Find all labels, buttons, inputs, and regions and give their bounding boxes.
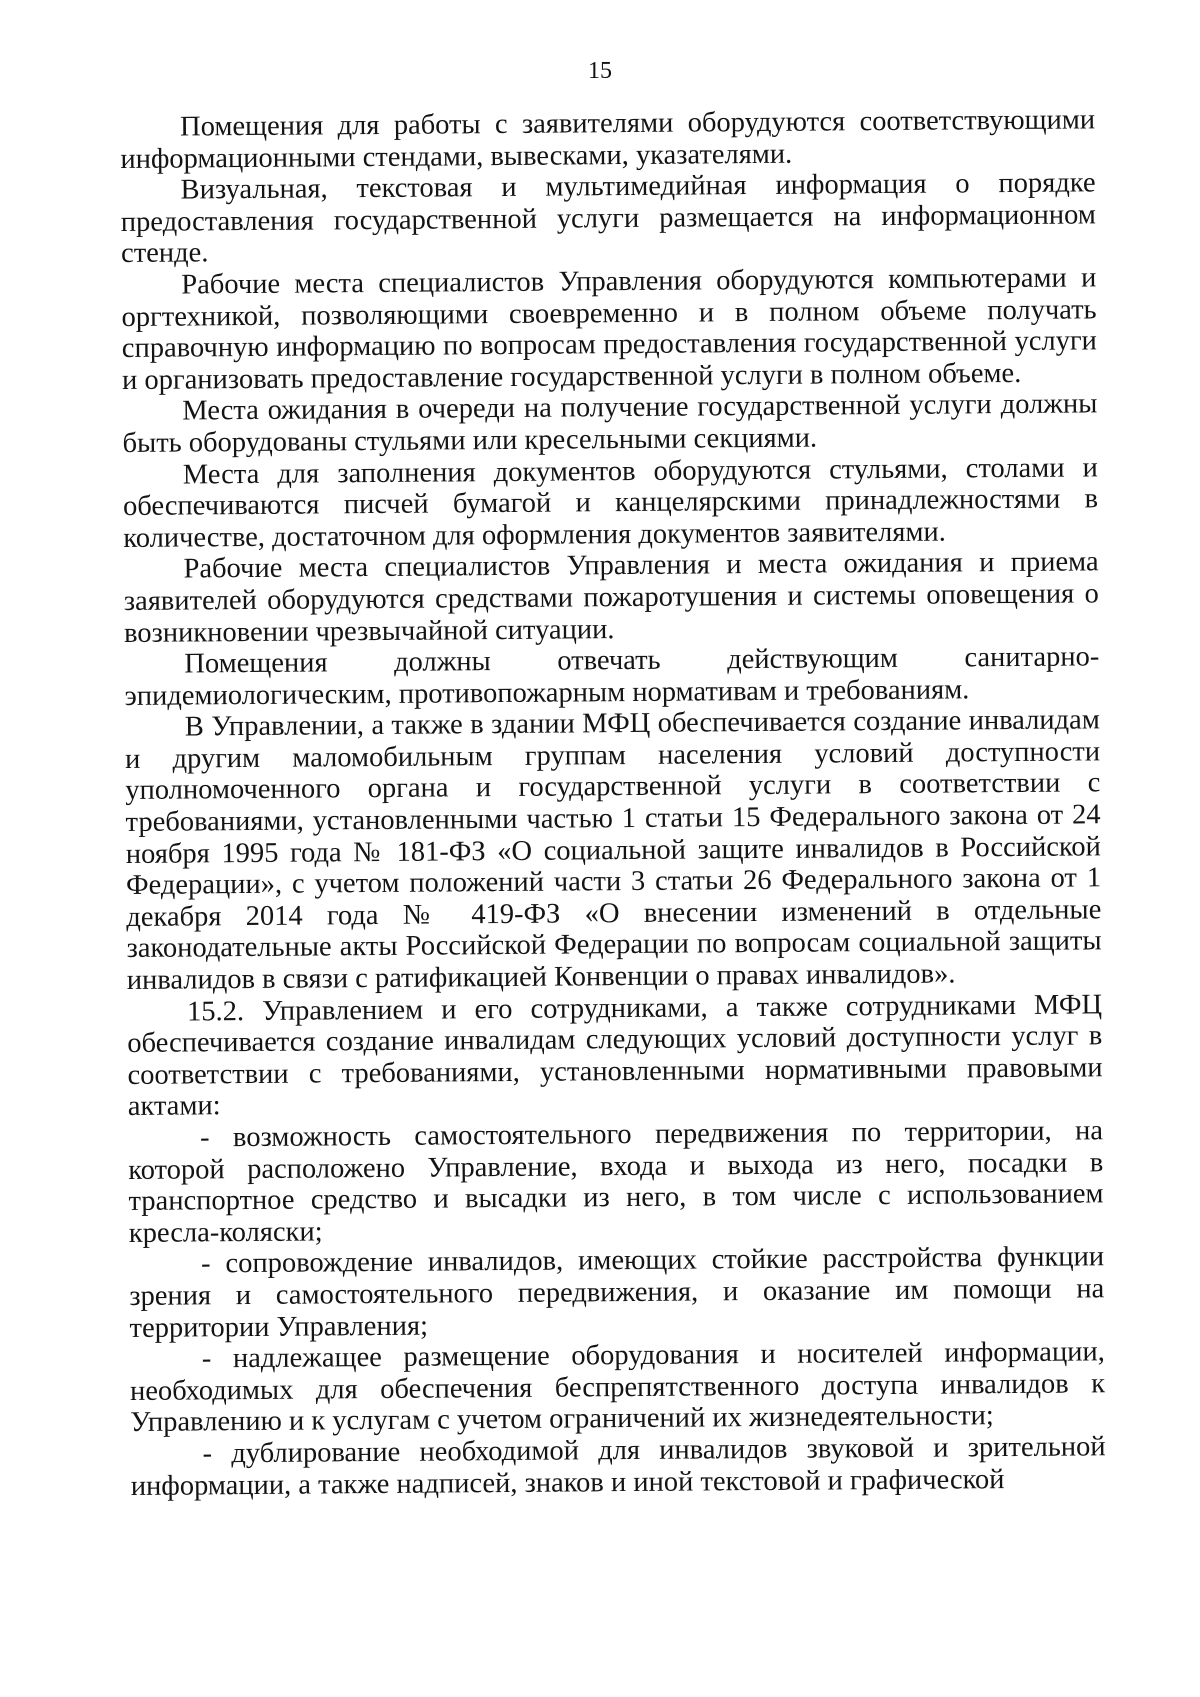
- paragraph-fire-safety: Рабочие места специалистов Управления и места ожидания и приема заявителей оборудуются средствами пожаротушения и системы оповещения о возникновении чрезвычайной ситуации.: [123, 546, 1099, 649]
- paragraph-information-stands: Помещения для работы с заявителями оборудуются соответствующими информационными стендами, вывесками, указателями.: [120, 104, 1096, 175]
- document-body: [120, 104, 1106, 1502]
- paragraph-section-15-2: 15.2. Управлением и его сотрудниками, а также сотрудниками МФЦ обеспечивается создание инвалидам следующих условий доступности услуг в соответствии с требованиями, установленными нормативными правовыми актами:: [127, 988, 1103, 1123]
- paragraph-waiting-areas: Места ожидания в очереди на получение государственной услуги должны быть оборудованы стульями или кресельными секциями.: [122, 388, 1098, 459]
- list-item-equipment-placement: - надлежащее размещение оборудования и носителей информации, необходимых для обеспечения беспрепятственного доступа инвалидов к Управлению и к услугам с учетом ограничений их жизнедеятельности;: [129, 1336, 1106, 1439]
- paragraph-specialist-workplaces: Рабочие места специалистов Управления оборудуются компьютерами и оргтехникой, позволяющими своевременно и в полном объеме получать справочную информацию по вопросам предоставления государственной услуги и организовать предоставление государственной услуги в полном объеме.: [121, 262, 1097, 396]
- paragraph-visual-information: Визуальная, текстовая и мультимедийная информация о порядке предоставления государственной услуги размещается на информационном стенде.: [120, 167, 1096, 270]
- list-item-movement: - возможность самостоятельного передвижения по территории, на которой расположено Управление, входа и выхода из него, посадки в транспортное средство и высадки из него, в том числе с использованием кресла-коляски;: [128, 1115, 1104, 1249]
- paragraph-sanitary-requirements: Помещения должны отвечать действующим санитарно-эпидемиологическим, противопожарным нормативам и требованиям.: [124, 641, 1100, 712]
- list-item-escort: - сопровождение инвалидов, имеющих стойкие расстройства функции зрения и самостоятельного передвижения, и оказание им помощи на территории Управления;: [129, 1241, 1105, 1344]
- paragraph-accessibility-law: В Управлении, а также в здании МФЦ обеспечивается создание инвалидам и другим маломобильным группам населения условий доступности уполномоченного органа и государственной услуги в соответствии с требованиями, установленными частью 1 статьи 15 Федерального закона от 24 ноября 1995 года № 181-ФЗ «О социальной защите инвалидов в Российской Федерации», с учетом положений части 3 статьи 26 Федерального закона от 1 декабря 2014 года № 419-ФЗ «О внесении изменений в отдельные законодательные акты Российской Федерации по вопросам социальной защиты инвалидов в связи с ратификацией Конвенции о правах инвалидов».: [124, 704, 1102, 997]
- page-number: 15: [588, 58, 612, 84]
- paragraph-document-filling-areas: Места для заполнения документов оборудуются стульями, столами и обеспечиваются писчей бумагой и канцелярскими принадлежностями в количестве, достаточном для оформления документов заявителями.: [122, 451, 1099, 554]
- list-item-information-duplication: - дублирование необходимой для инвалидов звуковой и зрительной информации, а также надписей, знаков и иной текстовой и графической: [130, 1431, 1106, 1502]
